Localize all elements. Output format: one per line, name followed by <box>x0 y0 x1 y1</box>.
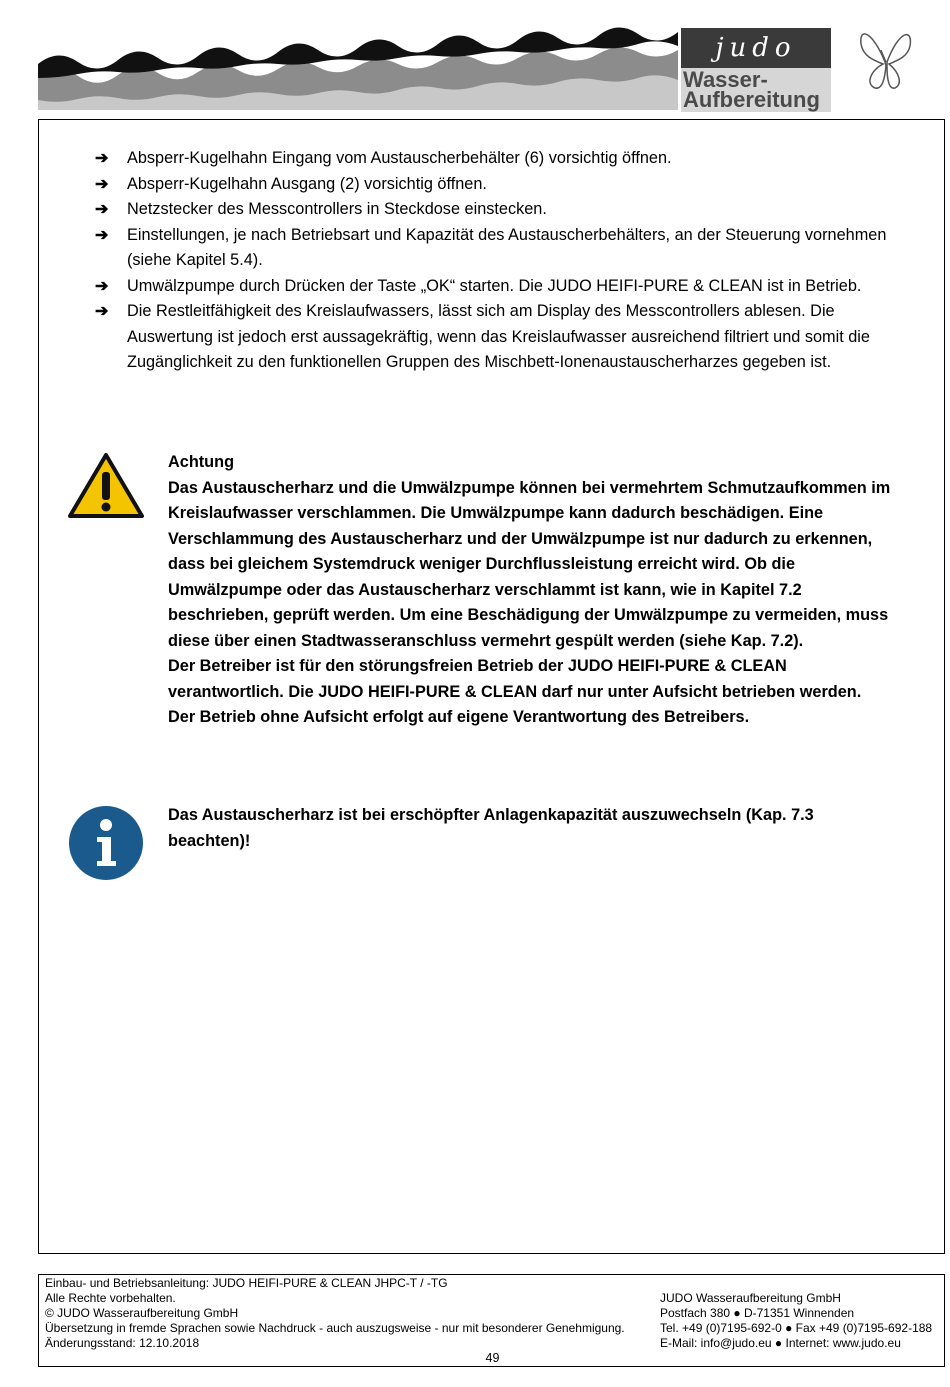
warning-paragraph: Der Betrieb ohne Aufsicht erfolgt auf eigene Verantwortung des Betreibers. <box>168 708 750 726</box>
page-number: 49 <box>485 1351 500 1365</box>
arrow-right-icon: ➔ <box>95 277 109 295</box>
footer-address: Postfach 380 ● D-71351 Winnenden <box>660 1306 855 1320</box>
instruction-list <box>95 146 905 376</box>
arrow-right-icon: ➔ <box>95 150 109 167</box>
footer-company: JUDO Wasseraufbereitung GmbH <box>660 1291 841 1305</box>
footer-revision: Änderungsstand: 12.10.2018 <box>45 1336 200 1350</box>
footer-phone: Tel. +49 (0)7195-692-0 ● Fax +49 (0)7195-692-188 <box>660 1321 933 1335</box>
arrow-right-icon: ➔ <box>95 303 109 320</box>
wave-banner <box>38 20 678 110</box>
judo-logo <box>681 28 831 112</box>
list-item-text: Einstellungen, je nach Betriebsart und Kapazität des Austauscherbehälters, an der Steuerung vornehmen (siehe Kapitel 5.4). <box>127 225 887 269</box>
list-item-text: Umwälzpumpe durch Drücken der Taste „OK“ starten. Die JUDO HEIFI-PURE & CLEAN ist in Betrieb. <box>127 276 862 295</box>
list-item-text: Absperr-Kugelhahn Ausgang (2) vorsichtig öffnen. <box>127 174 487 193</box>
info-icon <box>67 804 145 882</box>
page-footer <box>38 1274 945 1367</box>
logo-brand: judo <box>681 28 831 68</box>
warning-notice <box>168 450 898 731</box>
page-header <box>0 0 950 118</box>
footer-manual-title: Einbau- und Betriebsanleitung: JUDO HEIFI-PURE & CLEAN JHPC-T / -TG <box>45 1276 448 1290</box>
footer-copyright: © JUDO Wasseraufbereitung GmbH <box>45 1306 239 1320</box>
footer-legal <box>45 1276 655 1351</box>
list-item <box>95 197 905 223</box>
warning-title: Achtung <box>168 453 235 471</box>
footer-rights: Alle Rechte vorbehalten. <box>45 1291 176 1305</box>
arrow-right-icon: ➔ <box>95 201 109 218</box>
list-item <box>95 172 905 198</box>
footer-email: E-Mail: info@judo.eu ● Internet: www.judo.eu <box>660 1336 901 1350</box>
logo-line-wasser: Wasser- <box>683 67 768 92</box>
arrow-right-icon: ➔ <box>95 175 109 193</box>
footer-contact <box>660 1291 950 1351</box>
list-item-text: Netzstecker des Messcontrollers in Steckdose einstecken. <box>127 200 547 218</box>
warning-icon <box>67 452 145 520</box>
warning-paragraph: Der Betreiber ist für den störungsfreien Betrieb der JUDO HEIFI-PURE & CLEAN verantwortlich. Die JUDO HEIFI-PURE & CLEAN darf nur unter Aufsicht betrieben werden. <box>168 657 862 701</box>
list-item <box>95 223 905 274</box>
warning-paragraph: Das Austauscherharz und die Umwälzpumpe können bei vermehrtem Schmutzaufkommen im Kreislaufwasser verschlammen. Die Umwälzpumpe kann dadurch beschädigen. Eine Verschlammung des Austauscherharz und der Umwälzpumpe ist nur dadurch zu erkennen, dass bei gleichem Systemdruck weniger Durchflussleistung erreicht wird. Ob die Umwälzpumpe oder das Austauscherharz verschlammt ist kann, wie in Kapitel 7.2 beschrieben, geprüft werden. Um eine Beschädigung der Umwälzpumpe zu vermeiden, muss diese über einen Stadtwasseranschluss vermehrt gespült werden (siehe Kap. 7.2). <box>168 478 891 650</box>
arrow-right-icon: ➔ <box>95 226 109 244</box>
list-item <box>95 146 905 172</box>
footer-translation-note: Übersetzung in fremde Sprachen sowie Nachdruck - auch auszugsweise - nur mit besonderer Genehmigung. <box>45 1321 625 1335</box>
list-item-text: Die Restleitfähigkeit des Kreislaufwassers, lässt sich am Display des Messcontrollers ablesen. Die Auswertung ist jedoch erst aussagekräftig, wenn das Kreislaufwasser ausreichend filtriert und somit die Zugänglichkeit zu den funktionellen Gruppen des Mischbett-Ionenaustauscherharzes gegeben ist. <box>127 302 870 371</box>
info-notice: Das Austauscherharz ist bei erschöpfter Anlagenkapazität auszuwechseln (Kap. 7.3 beachten)! <box>168 806 814 850</box>
list-item <box>95 299 905 376</box>
list-item <box>95 274 905 300</box>
butterfly-icon <box>855 22 915 94</box>
list-item-text: Absperr-Kugelhahn Eingang vom Austauscherbehälter (6) vorsichtig öffnen. <box>127 149 672 167</box>
logo-line-aufbereitung: Aufbereitung <box>683 87 820 112</box>
